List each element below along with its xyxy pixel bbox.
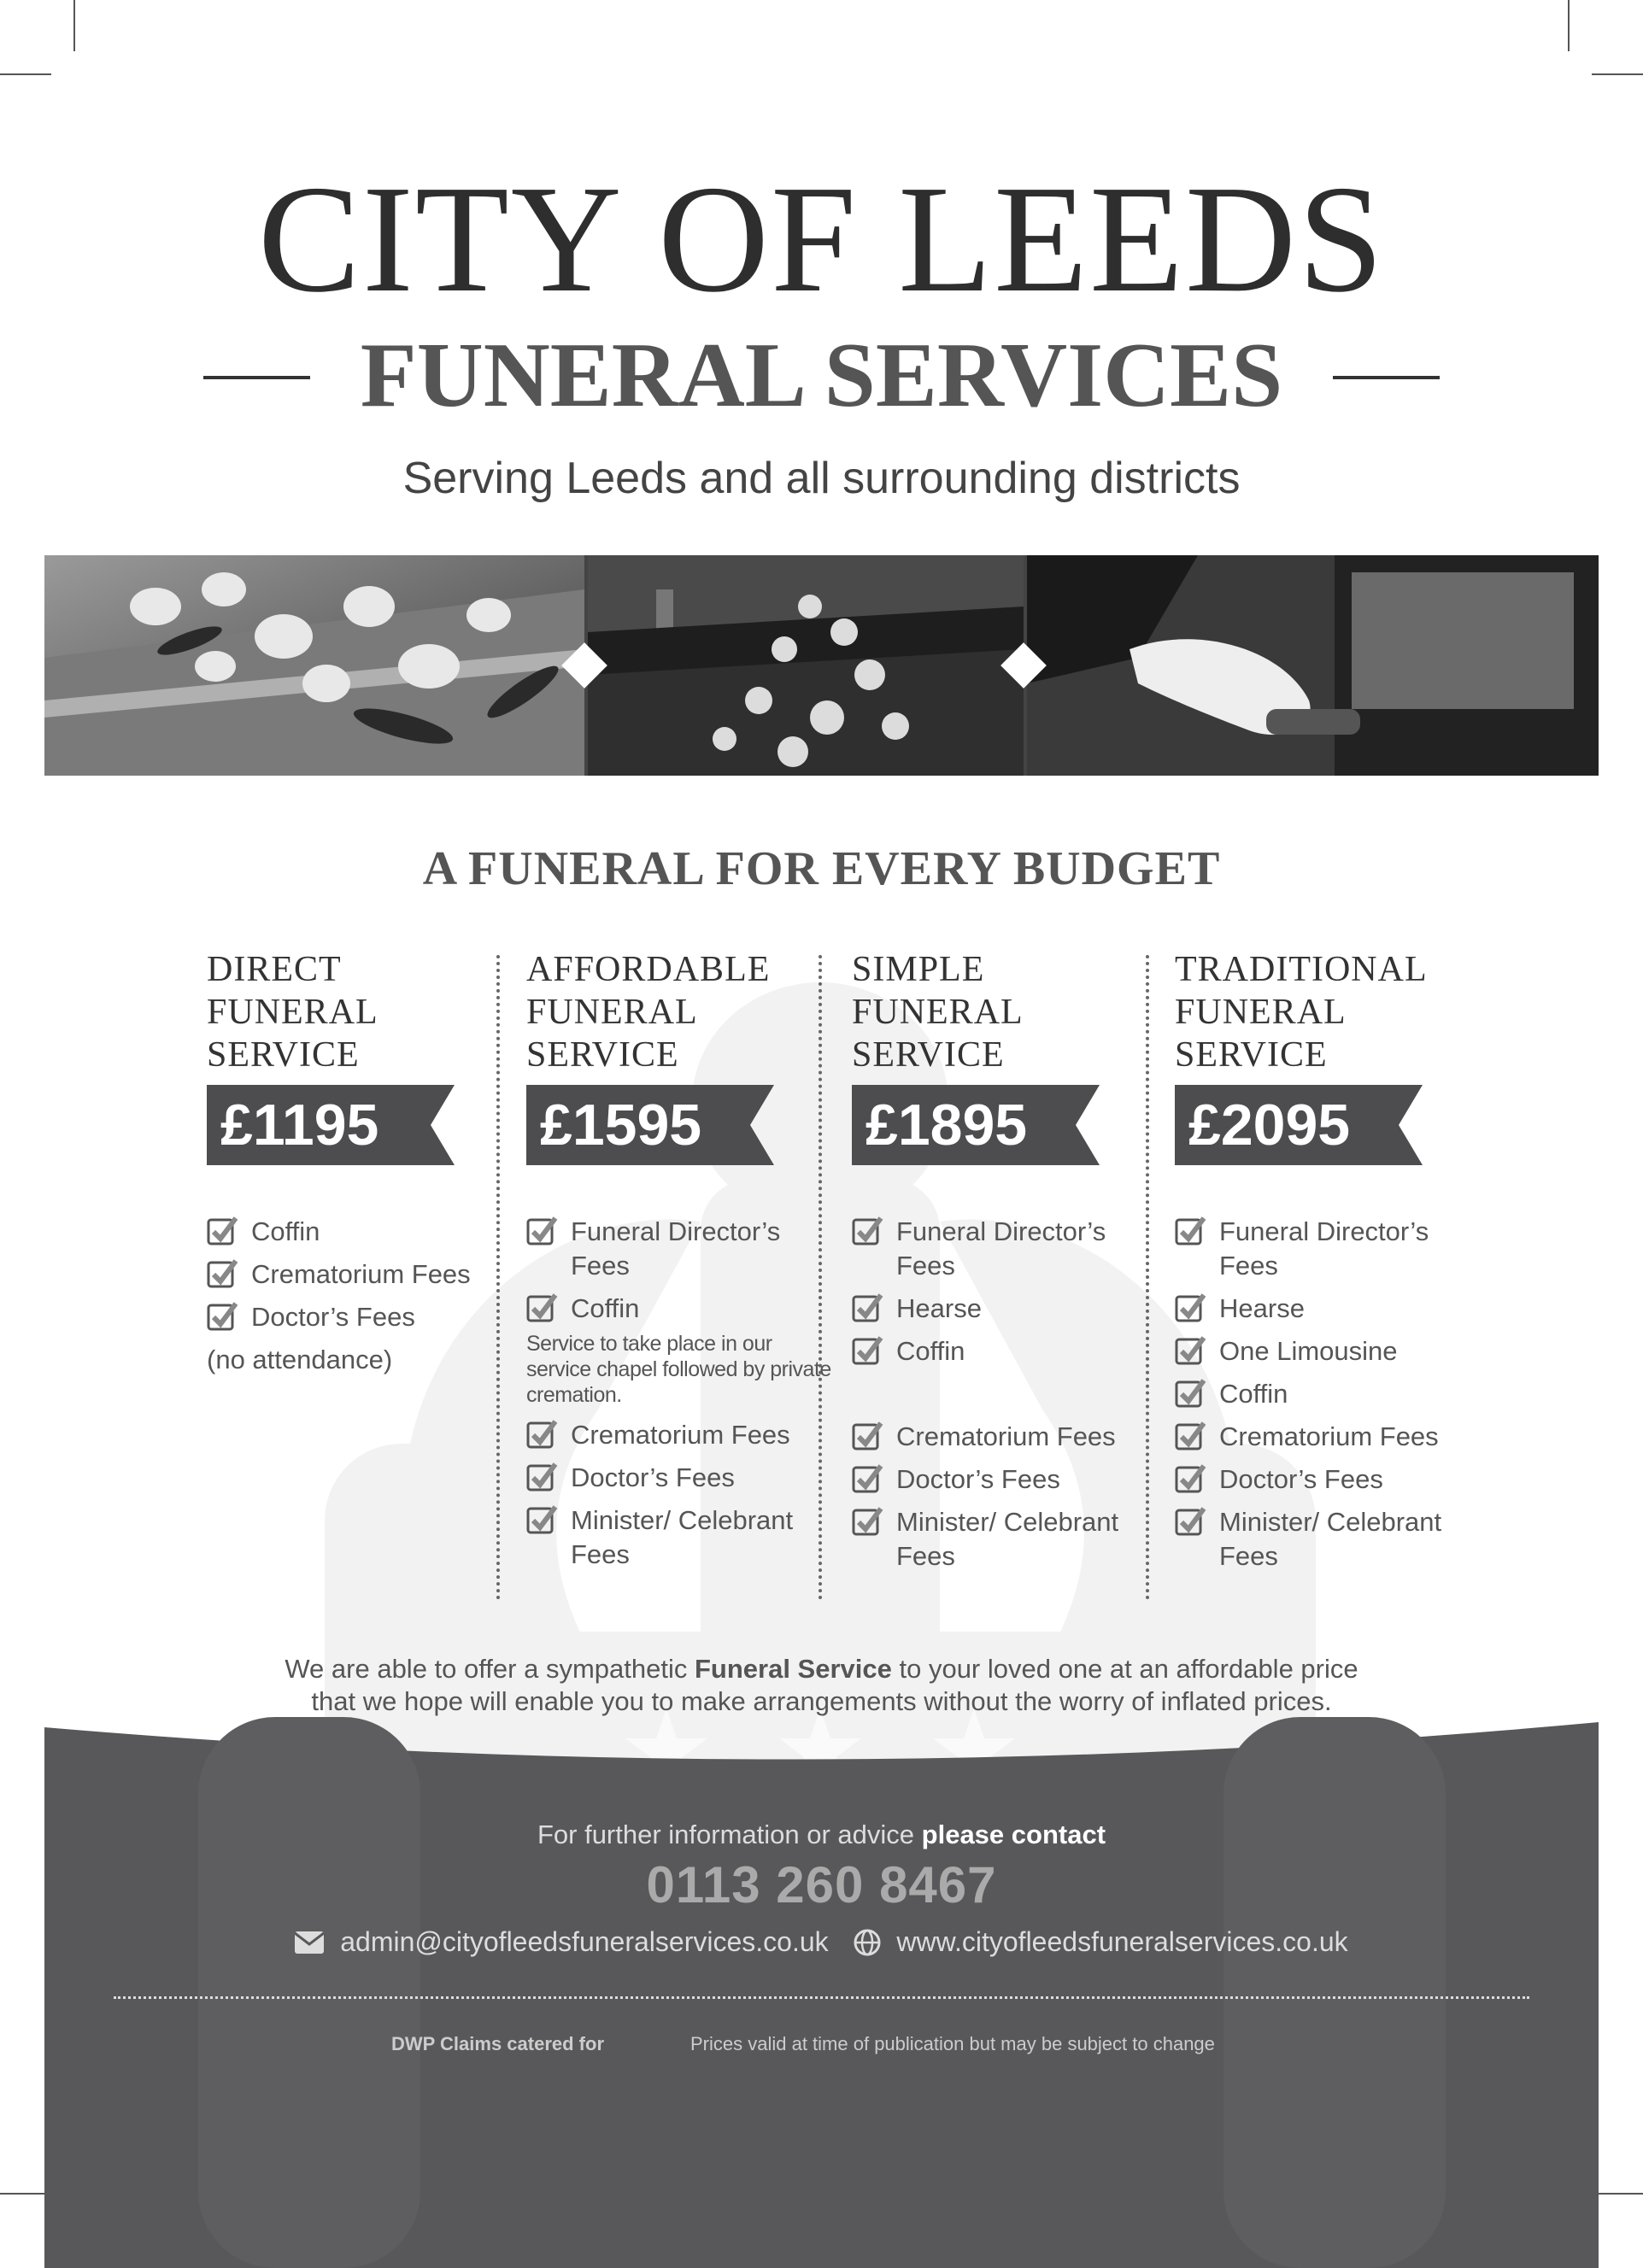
package-item (1175, 1420, 1482, 1454)
package-item-label: Crematorium Fees (251, 1259, 471, 1289)
blurb-line-2: that we hope will enable you to make arrangements without the worry of inflated prices. (311, 1686, 1332, 1716)
package-title-line: FUNERAL (1175, 993, 1347, 1032)
package-direct (207, 948, 514, 1377)
budget-heading: A FUNERAL FOR EVERY BUDGET (422, 842, 1221, 895)
funeral-flowers-on-coffin-photo (44, 555, 584, 776)
package-title (852, 948, 1159, 1085)
package-item-label: One Limousine (1219, 1336, 1398, 1366)
package-title-line: DIRECT (207, 950, 342, 989)
checkbox-tick-icon (1175, 1377, 1207, 1409)
package-item-label: Doctor’s Fees (571, 1462, 735, 1492)
gloved-hand-opening-car-door-photo (1027, 555, 1599, 776)
package-item-label: Doctor’s Fees (1219, 1464, 1383, 1494)
package-item (207, 1257, 514, 1292)
package-item-label: Hearse (1219, 1293, 1305, 1323)
checkbox-tick-icon (852, 1462, 884, 1495)
price-tag (207, 1085, 514, 1165)
website-link[interactable]: www.cityofleedsfuneralservices.co.uk (896, 1926, 1348, 1958)
package-item-label: Coffin (571, 1293, 640, 1323)
package-item (852, 1462, 1159, 1497)
package-item-label: Coffin (251, 1216, 320, 1246)
price-value: £2095 (1188, 1093, 1351, 1157)
crop-mark (1592, 73, 1643, 75)
package-title-line: AFFORDABLE (526, 950, 771, 989)
package-title-line: FUNERAL (526, 993, 698, 1032)
page-subtitle: FUNERAL SERVICES (360, 325, 1283, 426)
phone-number[interactable]: 0113 260 8467 (646, 1856, 997, 1913)
package-title-line: FUNERAL (207, 993, 378, 1032)
flowers-in-hearse-photo (588, 555, 1024, 776)
footer-dotted-rule (114, 1996, 1529, 1999)
package-title-line: TRADITIONAL (1175, 950, 1428, 989)
contact-prompt-emphasis: please contact (921, 1820, 1106, 1849)
checkbox-tick-icon (526, 1461, 559, 1493)
checkbox-tick-icon (852, 1292, 884, 1324)
package-item-label: Coffin (1219, 1379, 1288, 1409)
crop-mark (73, 0, 75, 51)
package-item (852, 1505, 1159, 1574)
checkbox-tick-icon (1175, 1420, 1207, 1452)
package-extra-note: (no attendance) (207, 1345, 393, 1374)
package-item (526, 1503, 834, 1572)
contact-links (0, 1925, 1643, 1958)
contact-prompt (0, 1820, 1643, 1850)
package-title (207, 948, 514, 1085)
intro-blurb (0, 1653, 1643, 1718)
globe-icon (854, 1929, 881, 1956)
package-item-label: Crematorium Fees (571, 1420, 790, 1450)
package-item-label: Crematorium Fees (896, 1421, 1116, 1451)
package-item (1175, 1215, 1482, 1283)
package-title-line: SERVICE (1175, 1035, 1328, 1075)
package-item (1175, 1334, 1482, 1368)
crop-mark (0, 2193, 51, 2195)
package-item (526, 1418, 834, 1452)
package-item-label: Minister/ Celebrant Fees (896, 1507, 1119, 1571)
price-disclaimer: Prices valid at time of publication but may be subject to change (690, 2033, 1215, 2054)
envelope-icon (295, 1931, 324, 1954)
blurb-emphasis: Funeral Service (694, 1654, 892, 1684)
blurb-text: to your loved one at an affordable price (891, 1654, 1358, 1684)
package-item (207, 1300, 514, 1334)
price-tag (1175, 1085, 1482, 1165)
package-title-line: SIMPLE (852, 950, 985, 989)
checkbox-tick-icon (852, 1420, 884, 1452)
contact-prompt-text: For further information or advice (537, 1820, 922, 1849)
package-item-label: Doctor’s Fees (251, 1302, 415, 1332)
price-tag (852, 1085, 1159, 1165)
checkbox-tick-icon (207, 1257, 239, 1290)
checkbox-tick-icon (852, 1334, 884, 1367)
checkbox-tick-icon (852, 1215, 884, 1247)
photo-banner (44, 555, 1599, 776)
package-item (1175, 1377, 1482, 1411)
package-item (1175, 1292, 1482, 1326)
package-item (207, 1215, 514, 1249)
package-title-line: SERVICE (526, 1035, 679, 1075)
crop-mark (1592, 2193, 1643, 2195)
price-value: £1895 (866, 1093, 1028, 1157)
package-item (852, 1292, 1159, 1326)
blurb-text: We are able to offer a sympathetic (285, 1654, 695, 1684)
checkbox-tick-icon (526, 1215, 559, 1247)
package-traditional (1175, 948, 1482, 1582)
checkbox-tick-icon (207, 1300, 239, 1333)
package-item-label: Minister/ Celebrant Fees (1219, 1507, 1442, 1571)
checkbox-tick-icon (207, 1215, 239, 1247)
price-value: £1195 (220, 1093, 379, 1157)
blurb-line-1 (0, 1653, 1643, 1685)
package-affordable (526, 948, 834, 1580)
tagline: Serving Leeds and all surrounding districts (402, 454, 1241, 503)
checkbox-tick-icon (1175, 1462, 1207, 1495)
checkbox-tick-icon (1175, 1215, 1207, 1247)
crop-mark (1568, 0, 1570, 51)
package-item (526, 1215, 834, 1283)
package-item-label: Coffin (896, 1336, 965, 1366)
package-item-label: Doctor’s Fees (896, 1464, 1060, 1494)
checkbox-tick-icon (852, 1505, 884, 1538)
package-item (852, 1215, 1159, 1283)
subtitle-row (0, 325, 1643, 426)
package-item (526, 1292, 834, 1326)
email-link[interactable]: admin@cityofleedsfuneralservices.co.uk (340, 1926, 829, 1958)
package-item (852, 1334, 1159, 1368)
package-title-line: SERVICE (207, 1035, 360, 1075)
dwp-note: DWP Claims catered for (391, 2033, 605, 2054)
package-title-line: FUNERAL (852, 993, 1024, 1032)
package-title (1175, 948, 1482, 1085)
package-item-label: Funeral Director’s Fees (571, 1216, 781, 1281)
checkbox-tick-icon (526, 1503, 559, 1536)
price-value: £1595 (540, 1093, 702, 1157)
footer-panel (44, 1717, 1599, 2268)
package-item-label: Funeral Director’s Fees (1219, 1216, 1429, 1281)
package-service-note: Service to take place in our service chapel followed by private cremation. (526, 1332, 831, 1407)
package-item (526, 1461, 834, 1495)
crop-mark (0, 73, 51, 75)
price-tag (526, 1085, 834, 1165)
package-item-label: Funeral Director’s Fees (896, 1216, 1106, 1281)
package-item (1175, 1462, 1482, 1497)
checkbox-tick-icon (1175, 1505, 1207, 1538)
package-item (1175, 1505, 1482, 1574)
item-spacer (852, 1377, 1159, 1420)
package-item-label: Hearse (896, 1293, 982, 1323)
checkbox-tick-icon (1175, 1292, 1207, 1324)
page-title: CITY OF LEEDS (257, 154, 1386, 324)
checkbox-tick-icon (1175, 1334, 1207, 1367)
checkbox-tick-icon (526, 1418, 559, 1450)
package-title-line: SERVICE (852, 1035, 1005, 1075)
package-item (852, 1420, 1159, 1454)
package-title (526, 948, 834, 1085)
checkbox-tick-icon (526, 1292, 559, 1324)
package-item-label: Minister/ Celebrant Fees (571, 1505, 794, 1569)
subtitle-rule-right (1333, 376, 1440, 379)
package-simple (852, 948, 1159, 1582)
package-item-label: Crematorium Fees (1219, 1421, 1439, 1451)
